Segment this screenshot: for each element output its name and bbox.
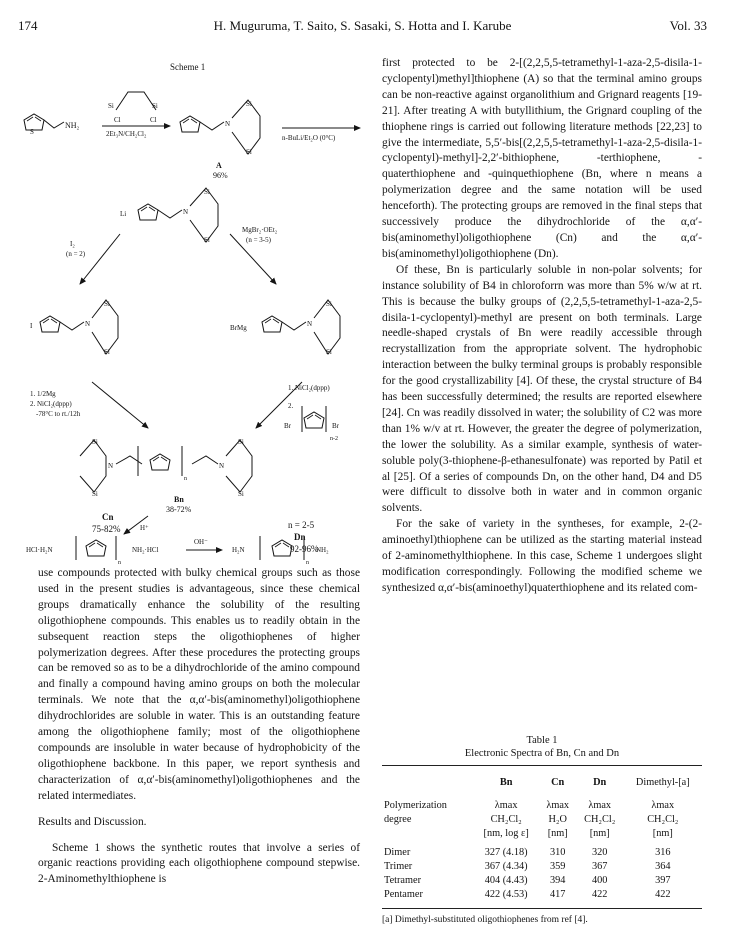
coupling-left-step2: 2. NiCl₂(dppp)	[30, 400, 72, 408]
table-subheader-cell: [nm]	[589, 828, 610, 839]
table-subheader-row	[382, 827, 702, 841]
coupling-left-step1: 1. 1/2Mg	[30, 390, 56, 398]
cn-right-terminal: NH₂·HCl	[132, 546, 159, 554]
table-1	[382, 735, 702, 925]
table-cell: Pentamer	[384, 889, 423, 900]
brmg-label: BrMg	[230, 324, 247, 332]
table-subheader-row	[382, 813, 702, 827]
table-cell: 320	[591, 847, 608, 858]
table-cell: 367	[591, 861, 608, 872]
n-minus-2-subscript: n-2	[330, 436, 338, 442]
n-atom-grignard: N	[307, 320, 313, 328]
page-number: 174	[18, 18, 38, 33]
table-cell: 400	[591, 875, 608, 886]
scheme-title: Scheme 1	[170, 62, 206, 72]
n-subscript-cn: n	[118, 560, 121, 566]
compound-a-structure	[180, 100, 260, 156]
n-atom-bn-right: N	[219, 462, 225, 470]
grignard-condition: (n = 3-5)	[246, 236, 271, 244]
si-atom-grignard-bottom: Si	[326, 348, 332, 356]
reaction-scheme-diagram	[20, 56, 368, 566]
section-heading-results: Results and Discussion.	[38, 815, 147, 828]
dn-left-terminal: H₂N	[232, 546, 245, 554]
si-atom-bn-left-bottom: Si	[92, 490, 98, 498]
li-atom: Li	[120, 210, 127, 218]
dn-right-terminal: NH₂	[316, 546, 329, 554]
compound-a-label: A	[216, 161, 222, 170]
si-atom-bn-left-top: Si	[92, 438, 98, 446]
grignard-intermediate-structure	[230, 300, 340, 356]
table-cell: 359	[549, 861, 566, 872]
compound-a-yield: 96%	[213, 171, 228, 180]
compound-bn-yield: 38-72%	[166, 505, 192, 514]
table-subheader-cell: [nm]	[547, 828, 568, 839]
amine-label: NH₂	[65, 121, 80, 130]
si-atom-iodo-top: Si	[104, 300, 110, 308]
table-footnote: [a] Dimethyl-substituted oligothiophenes from ref [4].	[382, 915, 588, 925]
table-cell: 327 (4.18)	[484, 847, 528, 858]
iodo-intermediate-structure	[30, 300, 118, 356]
left-paragraph-1: use compounds protected with bulky chemical groups such as those used in the present studies is advantageous, since these chemical groups dramatically enhance the solubility of the resulting oligothiophene compounds. This enables us to readily obtain in the subsequent reaction steps the oligothiophenes of higher polymerization degrees. After these procedures the protecting groups can be removed so as to be a dihydrochloride of the amino compound and finally a compound having amino groups on both the molecular terminals. We note that the α,α′-bis(aminomethyl)oligothiophene dihydrochlorides are soluble in water. This is an outstanding feature among the oligothiophene family; most of the oligothiophene compounds are insoluble in water because of hydrophobicity of the oligothiophene backbone. In this paper, we report synthesis and characterization of α,α′-bis(aminomethyl)oligothiophenes and the related intermediates.	[38, 567, 360, 802]
compound-bn-label: Bn	[174, 495, 184, 504]
table-cell: 394	[549, 875, 566, 886]
table-cell: 404 (4.43)	[484, 875, 528, 886]
coupling-right-step1: 1. NiCl₂(dppp)	[288, 384, 330, 392]
lithiated-intermediate-structure	[120, 188, 218, 244]
table-row	[382, 888, 702, 902]
si-atom-a-top: Si	[246, 100, 252, 108]
table-subheader-cell: CH₂Cl₂	[490, 814, 522, 825]
si-atom-li-top: Si	[204, 188, 210, 196]
table-header-row	[382, 776, 702, 790]
table-header-cell	[382, 776, 473, 790]
si-label-reagent-right: Si	[152, 102, 158, 110]
table-cell: 422 (4.53)	[484, 889, 528, 900]
arrow-coupling-left	[92, 382, 148, 428]
left-paragraph-2: Scheme 1 shows the synthetic routes that involve a series of organic reactions providing each oligothiophene compound stepwise. 2-Aminomethylthiophene is	[38, 841, 360, 886]
n-atom-li: N	[183, 208, 189, 216]
mgbr2-reagent: MgBr₂·OEt₂	[242, 226, 278, 234]
br-left: Br	[284, 422, 291, 430]
n-atom-bn-left: N	[108, 462, 114, 470]
left-text-column	[38, 566, 360, 888]
table-cell: 417	[549, 889, 566, 900]
silyl-chloride-reagent	[108, 92, 158, 124]
sulfur-atom-label: S	[30, 128, 34, 136]
table-header-cell: Bn	[499, 777, 513, 788]
table-header-cell: Dimethyl-[a]	[635, 777, 690, 788]
dn-condition: n = 2-5	[288, 520, 315, 530]
iodine-reagent: I₂	[70, 240, 75, 248]
si-atom-grignard-top: Si	[326, 300, 332, 308]
acid-reagent: H⁺	[140, 524, 149, 532]
right-paragraph-2: Of these, Bn is particularly soluble in non-polar solvents; for instance solubility of B4 in chloroforrn was more than 5% w/w at rt. This is because the bulky groups of (2,2,5,5-tetramethyl-1-aza-2,5-disila-1-cyclopentyl)-methyl are present on both terminals. Large needle-shaped crystals of Bn were readily accessible through recrystallization from the appropriate solvent. The hydrophobic interaction between the bulky terminal groups is probably responsible for the good crystallizability [4]. Of these, the crystal structure of B4 has been successfully determined; the results are reported elsewhere [24]. Cn was readily dissolved in water; the solubility of C2 was more than 1% w/v at rt. However, the greater the degree of polymerization, the lower the solubility. As a similar example, synthesis of water-soluble poly(3-thiophene-β-ethanesulfonate) was reported by Patil et al [25]. Of a series of compounds Dn, on the other hand, D4 and D5 were difficult to dissolve both in water and in common organic solvents.	[382, 263, 702, 515]
table-subheader-cell: λmax	[588, 800, 612, 811]
base-reagent: OH⁻	[194, 538, 208, 546]
n-atom-a: N	[225, 120, 231, 128]
br-right: Br	[332, 422, 339, 430]
table-cell: 397	[655, 875, 671, 886]
table-subheader-cell: degree	[384, 814, 412, 825]
table-subheader-cell: λmax	[546, 800, 570, 811]
table-subheader-cell: H₂O	[548, 814, 567, 825]
si-atom-a-bottom: Si	[246, 148, 252, 156]
scheme-bottom-labels	[20, 512, 368, 566]
table-cell: 422	[591, 889, 608, 900]
cn-left-terminal: HCl·H₂N	[26, 546, 53, 554]
iodine-atom: I	[30, 322, 33, 330]
table-bottom-rule	[382, 908, 702, 909]
arrow-iodination	[80, 234, 120, 284]
right-paragraph-1: first protected to be 2-[(2,2,5,5-tetramethyl-1-aza-2,5-disila-1-cyclopentyl)methyl]thiophene (A) so that the terminal amino groups can be non-reactive against organolithium and Grignard reagents [19-21]. After treating A with butyllithium, the Grignard coupling of the thiophene rings is carried out following literature methods [22,23] to give the intermediate, 5,5′-bis[(2,2,5,5-tetramethyl-1-aza-2,5-disila-1-cyclopentyl)-methyl]-2,2′-bithiophene, -terthiophene, -quaterthiophene and -quinquethiophene (Bn, where n means a polymerization degree and the same notation will be used henceforth). The protecting groups are removed in the final steps that successively produce the dihydrochloride of the α,α′-bis(aminomethyl)oligothiophene (Cn) and the α,α′-bis(aminomethyl)oligothiophene (Dn).	[382, 57, 702, 260]
table-row	[382, 860, 702, 874]
si-atom-li-bottom: Si	[204, 236, 210, 244]
volume-label: Vol. 33	[669, 18, 707, 33]
table-subheader-cell: [nm, log ε]	[483, 828, 529, 839]
right-paragraph-3: For the sake of variety in the syntheses, for example, 2-(2-aminoethyl)thiophene can be utilized as the starting material instead of 2-aminomethylthiophene. In this case, Scheme 1 undergoes slight modification correspondingly. Following the modified scheme we synthesized α,α′-bis(aminoethyl)quaterthiophene and its related com-	[382, 518, 702, 594]
table-subheader-cell: Polymerization	[384, 800, 447, 811]
cl-label-left: Cl	[114, 116, 121, 124]
lithiation-conditions: n-BuLi/Et₂O (0°C)	[282, 134, 336, 142]
si-atom-bn-right-top: Si	[238, 438, 244, 446]
table-subheader-cell: [nm]	[652, 828, 673, 839]
table-subheader-cell: λmax	[494, 800, 518, 811]
table-label: Table 1	[526, 735, 558, 746]
table-cell: 316	[655, 847, 671, 858]
dibromo-oligothiophene-reagent	[284, 406, 340, 442]
cl-label-right: Cl	[150, 116, 157, 124]
silylation-conditions: 2Et₃N/CH₂Cl₂	[106, 130, 147, 138]
table-subheader-cell: CH₂Cl₂	[584, 814, 616, 825]
coupling-left-step3: -78°C to rt./12h	[36, 410, 81, 418]
table-header-cell: Dn	[593, 777, 607, 788]
table-caption: Electronic Spectra of Bn, Cn and Dn	[464, 748, 620, 759]
table-cell: 422	[655, 889, 671, 900]
table-header-cell: Cn	[551, 777, 565, 788]
compound-cn-yield: 75-82%	[92, 524, 121, 534]
table-subheader-cell	[382, 827, 473, 841]
right-text-column	[382, 56, 702, 597]
spectra-table	[382, 776, 702, 902]
compound-cn-label: Cn	[102, 512, 114, 522]
table-cell: Trimer	[384, 861, 413, 872]
table-subheader-row	[382, 790, 702, 813]
table-subheader-cell: λmax	[651, 800, 675, 811]
table-subheader-cell: CH₂Cl₂	[647, 814, 679, 825]
table-cell: 367 (4.34)	[484, 861, 528, 872]
table-cell: Dimer	[384, 847, 411, 858]
compound-dn-yield: 92-96%	[290, 544, 319, 554]
table-cell: 364	[655, 861, 671, 872]
running-authors: H. Muguruma, T. Saito, S. Sasaki, S. Hotta and I. Karube	[213, 18, 512, 33]
aminomethylthiophene-structure	[24, 114, 80, 136]
table-cell: 310	[549, 847, 566, 858]
page-header	[18, 18, 707, 38]
si-atom-bn-right-bottom: Si	[238, 490, 244, 498]
table-top-rule	[382, 765, 702, 766]
compound-bn-structure	[80, 438, 252, 498]
si-atom-iodo-bottom: Si	[104, 348, 110, 356]
n-subscript-dn: n	[306, 560, 309, 566]
table-row	[382, 874, 702, 888]
compound-dn-label: Dn	[294, 532, 306, 542]
table-row	[382, 841, 702, 860]
scheme-1-figure	[20, 56, 368, 566]
iodination-condition: (n = 2)	[66, 250, 86, 258]
n-subscript-bn: n	[184, 476, 187, 482]
table-cell: Tetramer	[384, 875, 422, 886]
n-atom-iodo: N	[85, 320, 91, 328]
coupling-right-step2: 2.	[288, 402, 294, 410]
si-label-reagent-left: Si	[108, 102, 114, 110]
